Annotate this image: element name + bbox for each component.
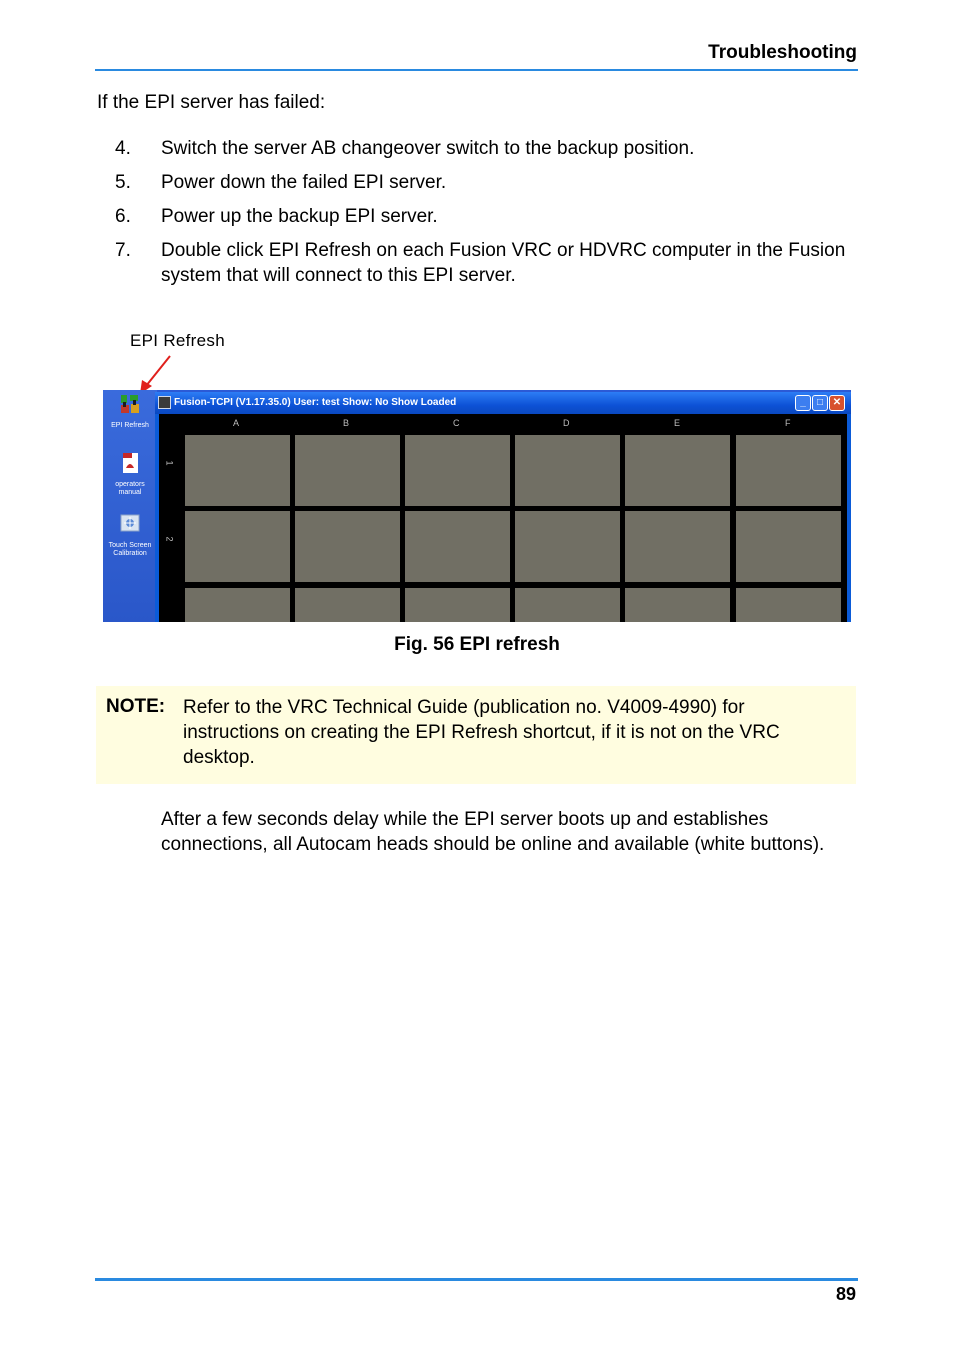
list-item <box>115 204 855 229</box>
camera-button[interactable] <box>405 511 510 582</box>
column-header: F <box>785 418 791 428</box>
note-box <box>96 686 856 784</box>
list-item <box>115 136 855 161</box>
step-number: 6. <box>115 206 131 227</box>
camera-grid <box>159 414 847 622</box>
camera-button[interactable] <box>185 511 290 582</box>
section-title: Troubleshooting <box>708 42 857 63</box>
window-titlebar <box>155 392 851 414</box>
page-number: 89 <box>835 1284 856 1304</box>
camera-button[interactable] <box>295 435 400 506</box>
desktop-shortcut-touch-screen-calibration[interactable] <box>103 513 157 558</box>
desktop-icon-caption: operators manual <box>115 481 145 496</box>
epi-refresh-screenshot <box>103 390 851 622</box>
after-text: After a few seconds delay while the EPI server boots up and establishes connections, all Autocam heads should be online and available (white buttons). <box>161 809 825 855</box>
camera-button[interactable] <box>736 435 841 506</box>
step-text: Power down the failed EPI server. <box>161 172 447 193</box>
close-button[interactable]: ✕ <box>829 395 845 411</box>
camera-button[interactable] <box>405 588 510 622</box>
column-header: A <box>233 418 240 428</box>
list-item <box>115 170 855 195</box>
desktop-strip <box>103 390 157 622</box>
camera-button[interactable] <box>625 588 730 622</box>
step-number: 5. <box>115 172 131 193</box>
desktop-icon-caption: EPI Refresh <box>111 422 149 429</box>
camera-button[interactable] <box>295 511 400 582</box>
camera-button[interactable] <box>515 588 620 622</box>
column-header: B <box>343 418 350 428</box>
window-title: Fusion-TCPI (V1.17.35.0) User: test Show: No Show Loaded <box>174 397 457 408</box>
intro-text: If the EPI server has failed: <box>97 92 326 113</box>
touch-screen-calibration-icon <box>119 513 141 535</box>
note-text: Refer to the VRC Technical Guide (publication no. V4009-4990) for instructions on creating the EPI Refresh shortcut, if it is not on the VRC desktop. <box>183 697 780 768</box>
epi-refresh-icon <box>119 393 141 415</box>
step-number: 7. <box>115 240 131 261</box>
header-rule <box>95 69 858 71</box>
camera-button[interactable] <box>185 588 290 622</box>
camera-button[interactable] <box>515 435 620 506</box>
minimize-button[interactable]: _ <box>795 395 811 411</box>
pdf-document-icon <box>119 452 141 474</box>
camera-button[interactable] <box>736 588 841 622</box>
camera-button[interactable] <box>625 511 730 582</box>
figure-callout-label: EPI Refresh <box>130 331 225 350</box>
row-header: 2 <box>164 536 175 542</box>
row-header: 1 <box>164 460 175 466</box>
desktop-icon-caption: Touch Screen Calibration <box>108 542 152 557</box>
list-item <box>115 238 855 288</box>
app-icon <box>158 396 171 409</box>
camera-button[interactable] <box>625 435 730 506</box>
note-label: NOTE: <box>106 696 166 717</box>
figure-caption: Fig. 56 EPI refresh <box>394 634 560 655</box>
step-text: Power up the backup EPI server. <box>161 206 438 227</box>
camera-button[interactable] <box>515 511 620 582</box>
step-text: Double click EPI Refresh on each Fusion VRC or HDVRC computer in the Fusion system that will connect to this EPI server. <box>161 240 846 286</box>
camera-button[interactable] <box>185 435 290 506</box>
desktop-shortcut-operators-manual[interactable] <box>103 452 157 497</box>
desktop-shortcut-epi-refresh[interactable] <box>103 393 157 430</box>
column-header: E <box>674 418 681 428</box>
step-number: 4. <box>115 138 131 159</box>
steps-list <box>115 136 855 297</box>
camera-button[interactable] <box>736 511 841 582</box>
maximize-button[interactable]: □ <box>812 395 828 411</box>
step-text: Switch the server AB changeover switch to the backup position. <box>161 138 695 159</box>
camera-button[interactable] <box>295 588 400 622</box>
camera-button[interactable] <box>405 435 510 506</box>
column-header: D <box>563 418 570 428</box>
footer-rule <box>95 1278 858 1281</box>
column-header: C <box>453 418 460 428</box>
fusion-window <box>155 392 851 622</box>
